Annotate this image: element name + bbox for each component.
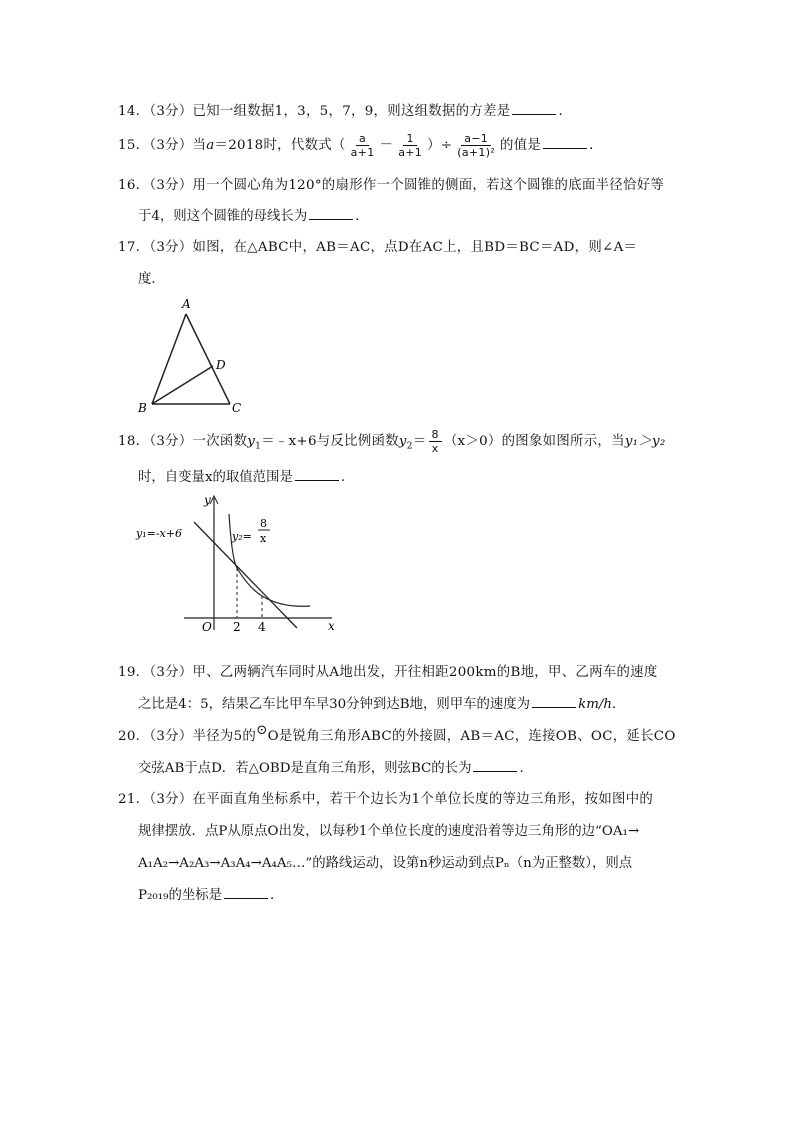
q19-answer-blank[interactable] (532, 693, 576, 708)
q14-end: ． (558, 104, 573, 119)
q21-line3-text: A₁A₂→A₂A₃→A₃A₄→A₄A₅…”的路线运动，设第n秒运动到点Pₙ（n为正整数），则点 (138, 856, 633, 871)
q21-line1: 21．（3分）在平面直角坐标系中，若干个边长为1个单位长度的等边三角形，按如图中的 (118, 792, 654, 807)
tick-2: 2 (233, 620, 241, 634)
q21-line2-text: 规律摆放．点P从原点O出发，以每秒1个单位长度的速度沿着等边三角形的边“OA₁→ (138, 824, 640, 839)
question-17 (118, 236, 678, 260)
q20-line1a: 20．（3分）半径为5的 (118, 729, 257, 744)
q15-fraction-3 (454, 132, 498, 159)
question-20-cont (138, 757, 533, 781)
q15-var: a (206, 138, 215, 153)
segment-bd (152, 366, 213, 404)
q18-y2-sub: 2 (406, 441, 413, 452)
q18-post: （x＞0）的图象如图所示，当 (443, 434, 625, 449)
question-19-cont (138, 693, 625, 717)
q20-line2: 交弦AB于点D．若△OBD是直角三角形，则弦BC的长为 (138, 761, 472, 776)
q19-line2: 之比是4：5，结果乙车比甲车早30分钟到达B地，则甲车的速度为 (138, 697, 531, 712)
question-15 (118, 132, 678, 159)
tick-4: 4 (258, 620, 266, 634)
q18-line2: 时，自变量x的取值范围是 (138, 470, 293, 485)
label-b: B (138, 401, 147, 415)
q14-text: 14．（3分）已知一组数据1，3，5，7，9，则这组数据的方差是 (118, 104, 511, 119)
q15-f1-den: a+1 (350, 146, 375, 159)
q18-eq2: ＝ (412, 434, 427, 449)
q15-f3-num: a−1 (461, 132, 491, 146)
segment-ab (152, 314, 186, 404)
triangle-figure (132, 296, 252, 418)
q15-pre: 15．（3分）当 (118, 138, 207, 153)
q19-end: ． (612, 697, 626, 712)
q18-y2: y (398, 434, 407, 449)
function-graph (132, 490, 347, 640)
y-axis-label: y (204, 493, 211, 507)
q17-line1: 17．（3分）如图，在△ABC中，AB＝AC，点D在AC上，且BD＝BC＝AD，则∠A＝ (118, 240, 638, 255)
question-14 (118, 100, 678, 124)
label-c: C (232, 401, 242, 415)
question-21 (118, 788, 678, 812)
q21-line4-text: P₂₀₁₉的坐标是 (138, 888, 223, 903)
question-16-cont (138, 205, 369, 229)
q18-end: ． (340, 470, 355, 485)
q18-frac-den: x (431, 442, 439, 455)
label-a: A (182, 297, 191, 311)
q21-end: ． (270, 888, 284, 903)
question-21-line3 (138, 852, 632, 876)
circle-symbol-icon: ⊙ (256, 723, 268, 738)
q18-answer-blank[interactable] (295, 466, 339, 481)
q18-fraction (429, 428, 442, 455)
q20-end: ． (519, 761, 533, 776)
q15-fraction-1 (348, 132, 378, 159)
label-d: D (216, 358, 226, 372)
x-axis-label: x (328, 619, 335, 633)
q15-f1-num: a (356, 132, 369, 146)
question-18-cont (138, 466, 354, 490)
q18-eq1: ＝﹣x+6与反比例函数 (261, 434, 399, 449)
question-17-cont (138, 268, 165, 292)
q16-line1: 16．（3分）用一个圆心角为120°的扇形作一个圆锥的侧面，若这个圆锥的底面半径恰好等 (118, 178, 665, 193)
q20-line1b: O是锐角三角形ABC的外接圆，AB＝AC，连接OB、OC，延长CO (267, 729, 676, 744)
question-20 (118, 725, 678, 749)
q18-frac-num: 8 (429, 428, 442, 442)
q15-f2-num: 1 (403, 132, 416, 146)
q15-div: ）÷ (427, 138, 453, 153)
q19-unit: km/h (578, 697, 613, 712)
curve-y2 (229, 514, 310, 606)
q15-f3-den: (a+1)² (457, 146, 496, 159)
q14-answer-blank[interactable] (512, 100, 556, 115)
q18-y1: y (247, 434, 256, 449)
question-16 (118, 174, 678, 198)
q21-answer-blank[interactable] (224, 884, 268, 899)
line-y1-label: y₁=-x+6 (136, 527, 182, 540)
q15-mid: ＝2018时，代数式（ (214, 138, 346, 153)
q17-line2: 度． (138, 272, 165, 287)
q15-answer-blank[interactable] (543, 134, 587, 149)
q15-f2-den: a+1 (398, 146, 423, 159)
question-21-line2 (138, 820, 639, 844)
q15-end: ． (589, 138, 603, 153)
curve-y2-num: 8 (260, 517, 267, 530)
question-19 (118, 661, 678, 685)
q16-end: ． (355, 209, 369, 224)
q18-y1-sub: 1 (255, 441, 262, 452)
q19-line1: 19．（3分）甲、乙两辆汽车同时从A地出发，开往相距200km的B地，甲、乙两车的速度 (118, 665, 658, 680)
q15-fraction-2 (395, 132, 425, 159)
question-18 (118, 428, 678, 459)
q15-post: 的值是 (500, 138, 542, 153)
q15-minus: － (379, 138, 394, 153)
question-21-line4 (138, 884, 283, 908)
curve-y2-label: y₂= (232, 530, 252, 543)
q20-answer-blank[interactable] (473, 757, 517, 772)
curve-y2-den: x (260, 532, 267, 545)
q16-line2: 于4，则这个圆锥的母线长为 (138, 209, 308, 224)
origin-label: O (202, 620, 212, 634)
q18-compare: y₁＞y₂ (624, 434, 666, 449)
q18-pre: 18．（3分）一次函数 (118, 434, 248, 449)
q16-answer-blank[interactable] (309, 205, 353, 220)
